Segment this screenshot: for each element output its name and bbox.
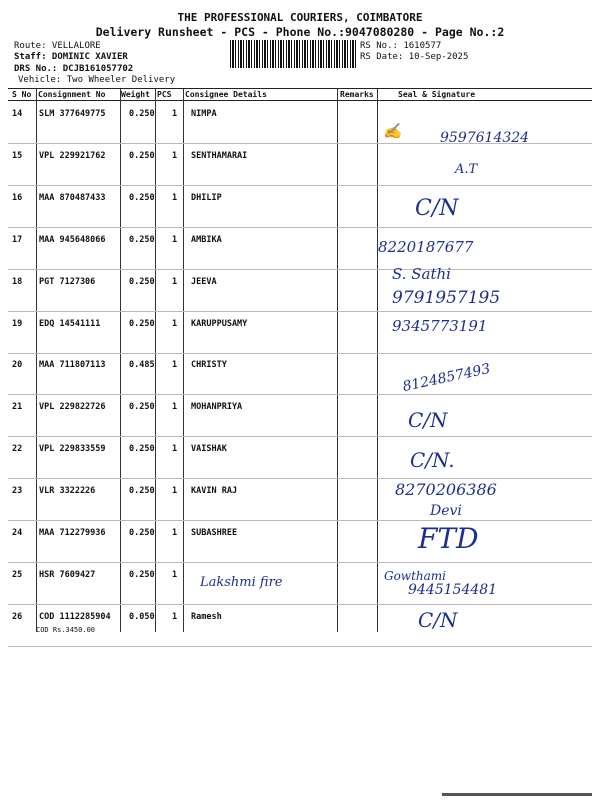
table-row: [8, 562, 592, 605]
handwritten-phone: 8270206386: [395, 480, 497, 499]
row-sno: 17: [12, 234, 23, 245]
row-weight: 0.050: [129, 611, 155, 622]
table-row: [8, 143, 592, 186]
row-consignee: SENTHAMARAI: [191, 150, 248, 161]
handwritten-phone: 8220187677: [378, 238, 474, 256]
row-sno: 21: [12, 402, 23, 413]
table-row: [8, 227, 592, 270]
row-consignee: KAVIN RAJ: [191, 486, 238, 497]
row-pcs: 1: [172, 109, 178, 119]
col-seal: Seal & Signature: [398, 90, 476, 99]
table-top-rule: [8, 88, 592, 89]
row-consignment-no: MAA 945648066: [39, 234, 106, 245]
row-pcs: 1: [172, 360, 178, 371]
drs-number: DRS No.: DCJB161057702: [14, 64, 134, 74]
row-consignment-no: VPL 229822726: [39, 402, 106, 413]
row-consignee: JEEVA: [191, 276, 217, 287]
row-consignment-no: VPL 229833559: [39, 444, 106, 455]
rs-number: RS No.: 1610577: [360, 41, 442, 51]
row-sno: 20: [12, 360, 23, 371]
row-weight: 0.250: [129, 528, 155, 538]
handwritten-signature: Gowthami: [384, 569, 447, 583]
row-consignment-no: EDQ 14541111: [39, 318, 101, 329]
handwritten-phone: 9597614324: [440, 130, 530, 146]
company-title: THE PROFESSIONAL COURIERS, COIMBATORE: [177, 11, 423, 24]
handwritten-phone: 9445154481: [408, 582, 498, 598]
row-pcs: 1: [172, 234, 178, 245]
row-pcs: 1: [172, 569, 178, 580]
row-consignment-no: SLM 377649775: [39, 109, 106, 119]
handwritten-cn: C/N: [415, 196, 459, 221]
handwritten-phone: 9791957195: [392, 288, 501, 308]
row-weight: 0.250: [129, 150, 155, 161]
row-pcs: 1: [172, 150, 178, 161]
row-consignee: MOHANPRIYA: [191, 402, 243, 413]
scan-edge-mark: [442, 793, 592, 796]
col-consignee: Consignee Details: [185, 90, 267, 99]
row-sno: 14: [12, 109, 23, 119]
row-weight: 0.250: [129, 318, 155, 329]
row-weight: 0.250: [129, 569, 155, 580]
row-consignee: SUBASHREE: [191, 528, 238, 538]
row-consignment-no: MAA 712279936: [39, 528, 106, 538]
handwritten-ftd: FTD: [418, 522, 479, 555]
handwritten-signature: Devi: [430, 503, 462, 519]
handwritten-cn: C/N.: [410, 448, 455, 472]
row-consignee: Ramesh: [191, 611, 222, 622]
row-consignment-no: VPL 229921762: [39, 150, 106, 161]
row-consignee: DHILIP: [191, 192, 222, 203]
col-weight: Weight: [121, 90, 150, 99]
handwritten-phone: 9345773191: [392, 317, 488, 335]
table-row: [8, 394, 592, 437]
table-row: [8, 352, 592, 395]
row-pcs: 1: [172, 402, 178, 413]
row-sno: 24: [12, 528, 23, 538]
handwritten-signature: S. Sathi: [392, 265, 451, 283]
row-consignment-no: PGT 7127306: [39, 276, 96, 287]
row-weight: 0.250: [129, 109, 155, 119]
row-sno: 19: [12, 318, 23, 329]
row-pcs: 1: [172, 611, 178, 622]
row-weight: 0.250: [129, 402, 155, 413]
row-pcs: 1: [172, 276, 178, 287]
handwritten-remark: Lakshmi fire: [200, 575, 283, 590]
table-row: [8, 311, 592, 354]
row-sno: 23: [12, 486, 23, 497]
handwritten-cn: C/N: [408, 408, 448, 432]
row-pcs: 1: [172, 318, 178, 329]
row-sno: 16: [12, 192, 23, 203]
row-consignment-no: HSR 7609427: [39, 569, 96, 580]
row-consignment-no: MAA 870487433: [39, 192, 106, 203]
row-sno: 18: [12, 276, 23, 287]
row-consignee: AMBIKA: [191, 234, 222, 245]
table-row: [8, 604, 592, 647]
handwritten-initials: A.T: [455, 162, 478, 177]
row-sno: 25: [12, 569, 23, 580]
rs-date: RS Date: 10-Sep-2025: [360, 52, 469, 62]
row-weight: 0.250: [129, 192, 155, 203]
row-pcs: 1: [172, 486, 178, 497]
row-weight: 0.250: [129, 234, 155, 245]
row-consignment-no: MAA 711807113: [39, 360, 106, 371]
table-row: [8, 520, 592, 563]
row-weight: 0.250: [129, 276, 155, 287]
cod-amount-note: COD Rs.3450.00: [36, 626, 96, 634]
row-sno: 26: [12, 611, 23, 622]
handwritten-signature: ✍: [383, 122, 402, 140]
table-row: [8, 185, 592, 228]
col-sno: S No: [12, 90, 32, 99]
row-weight: 0.485: [129, 360, 155, 371]
row-consignee: VAISHAK: [191, 444, 227, 455]
vehicle-label: Vehicle: Two Wheeler Delivery: [18, 75, 176, 85]
row-weight: 0.250: [129, 444, 155, 455]
row-pcs: 1: [172, 192, 178, 203]
row-sno: 15: [12, 150, 23, 161]
row-consignee: NIMPA: [191, 109, 217, 119]
table-row: [8, 478, 592, 521]
staff-label: Staff: DOMINIC XAVIER: [14, 52, 128, 62]
row-pcs: 1: [172, 444, 178, 455]
row-weight: 0.250: [129, 486, 155, 497]
barcode-image: [230, 40, 356, 68]
row-consignment-no: VLR 3322226: [39, 486, 96, 497]
row-pcs: 1: [172, 528, 178, 538]
col-consignment: Consignment No: [38, 90, 106, 99]
runsheet-subtitle: Delivery Runsheet - PCS - Phone No.:9047080280 - Page No.:2: [95, 25, 505, 39]
row-consignee: CHRISTY: [191, 360, 227, 371]
row-consignment-no: COD 1112285904: [39, 611, 111, 622]
table-row: [8, 436, 592, 479]
col-remarks: Remarks: [340, 90, 374, 99]
route-label: Route: VELLALORE: [14, 41, 101, 51]
table-row: [8, 269, 592, 312]
handwritten-phone: 8124857493: [401, 360, 492, 396]
col-pcs: PCS: [157, 90, 172, 99]
row-consignee: KARUPPUSAMY: [191, 318, 248, 329]
row-sno: 22: [12, 444, 23, 455]
handwritten-cn: C/N: [418, 608, 458, 632]
